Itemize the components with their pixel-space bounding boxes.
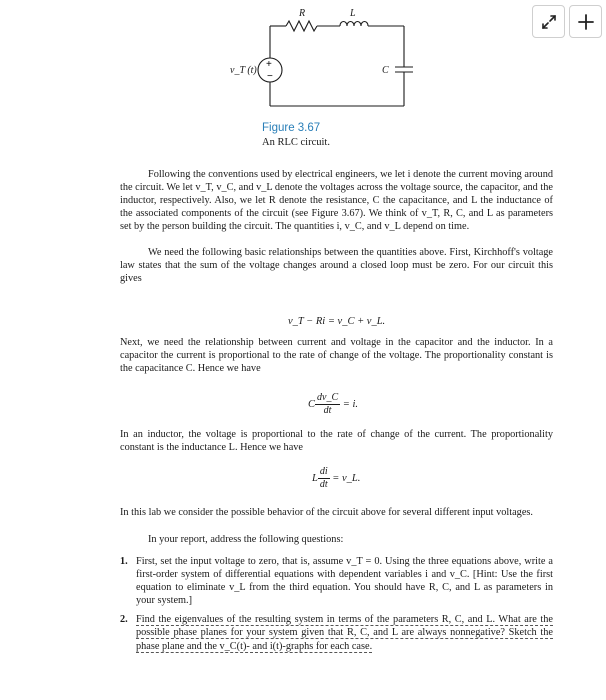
expand-button[interactable] (532, 5, 565, 38)
equation-inductor-fraction (318, 466, 330, 491)
question-text: First, set the input voltage to zero, that is, assume v_T = 0. Using the three equations above, write a first-order system of differential equations with dependent variables i and v_C. [Hint: Use the first equation to eliminate v_L from the third equation. You should have R, C, and L as parameters in your system.] (136, 556, 553, 607)
paragraph-kirchhoff: We need the following basic relationships between the quantities above. First, Kirchhoff's voltage law states that the sum of the voltage changes around a closed loop must be zero. For our circuit this gives (120, 247, 553, 285)
source-minus-sign: − (267, 71, 273, 82)
equation-capacitor-denominator: dt (323, 405, 332, 416)
resistor-symbol (286, 21, 317, 31)
list-item (120, 613, 553, 652)
add-button[interactable] (569, 5, 602, 38)
equation-inductor-lhs: L (312, 472, 318, 484)
paragraph-lab-intro: In this lab we consider the possible behavior of the circuit above for several different input voltages. (120, 507, 533, 518)
plus-icon (576, 12, 596, 32)
equation-capacitor-fraction (315, 392, 340, 417)
equation-capacitor-numerator: dv_C (317, 392, 339, 403)
equation-capacitor-rhs: = i. (342, 398, 359, 410)
inductor-label: L (350, 8, 356, 19)
figure-caption: An RLC circuit. (262, 137, 330, 148)
inductor-symbol (340, 22, 368, 27)
question-list (120, 555, 553, 659)
rlc-circuit-diagram (0, 0, 420, 110)
figure-title: Figure 3.67 (262, 122, 321, 134)
paragraph-conventions: Following the conventions used by electrical engineers, we let i denote the current moving around the circuit. We let v_T, v_C, and v_L denote the voltages across the voltage source, the capacitor, and the inductor, respectively. Also, we let R denote the resistance, C the capacitance, and L the inductance of the associated components of the circuit (see Figure 3.67). We think of v_T, R, C, and L as parameters set by the person building the circuit. The quantities i, v_C, and v_L depend on time. (120, 169, 553, 233)
paragraph-capacitor: Next, we need the relationship between current and voltage in the capacitor and the inductor. In a capacitor the current is proportional to the rate of change of the voltage. The proportionality constant is the capacitance C. Hence we have (120, 337, 553, 375)
paragraph-report-instructions: In your report, address the following questions: (148, 534, 344, 545)
expand-arrows-icon (539, 12, 559, 32)
resistor-label: R (299, 8, 306, 19)
question-text: Find the eigenvalues of the resulting system in terms of the parameters R, C, and L. What are the possible phase planes for your system given that R, C, and L are always nonnegative? Sketch the phase plane and the v_C(t)- and i(t)-graphs for each case. (136, 614, 553, 652)
capacitor-label: C (382, 65, 389, 76)
equation-inductor (312, 466, 360, 491)
question-number: 1. (120, 556, 128, 567)
source-label: v_T (t) (230, 65, 257, 76)
equation-capacitor-lhs: C (308, 398, 316, 410)
question-number: 2. (120, 614, 128, 626)
equation-kvl: v_T − Ri = v_C + v_L. (288, 316, 386, 327)
paragraph-inductor: In an inductor, the voltage is proportional to the rate of change of the current. The proportionality constant is the inductance L. Hence we have (120, 429, 553, 454)
equation-capacitor (308, 392, 358, 417)
list-item (120, 555, 553, 607)
equation-inductor-rhs: = v_L. (332, 472, 361, 484)
equation-inductor-numerator: di (319, 466, 328, 477)
source-plus-sign: + (266, 59, 272, 70)
viewer-toolbar (532, 5, 602, 38)
equation-inductor-denominator: dt (319, 479, 328, 490)
